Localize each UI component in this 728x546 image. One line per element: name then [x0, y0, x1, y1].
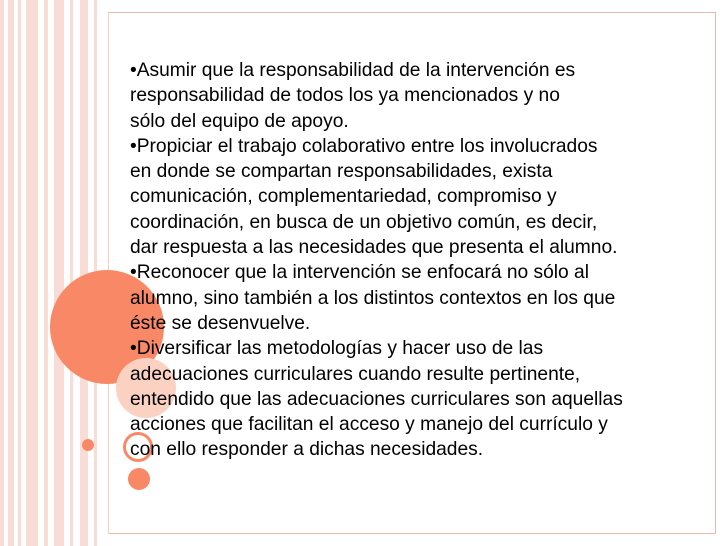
- decorative-stripe: [54, 0, 64, 546]
- circle-bullet-icon: [82, 439, 94, 451]
- frame-bottom-border: [108, 533, 716, 534]
- text-line: comunicación, complementariedad, compromiso y: [130, 186, 557, 208]
- text-line: alumno, sino también a los distintos contextos en los que: [130, 287, 616, 309]
- text-line: sólo del equipo de apoyo.: [130, 110, 349, 132]
- text-line: •Diversificar las metodologías y hacer uso de las: [130, 338, 544, 360]
- text-line: entendido que las adecuaciones curriculares son aquellas: [130, 388, 623, 410]
- frame-right-border: [715, 12, 716, 534]
- decorative-stripe: [0, 0, 4, 546]
- text-line: •Propiciar el trabajo colaborativo entre los involucrados: [130, 135, 598, 157]
- decorative-stripe: [44, 0, 48, 546]
- text-line: coordinación, en busca de un objetivo común, es decir,: [130, 211, 598, 233]
- text-line: dar respuesta a las necesidades que presenta el alumno.: [130, 237, 618, 259]
- text-line: adecuaciones curriculares cuando resulte pertinente,: [130, 363, 581, 385]
- decorative-stripe: [18, 0, 21, 546]
- decorative-circle-small: [128, 468, 150, 490]
- text-line: acciones que facilitan el acceso y manejo del currículo y: [130, 414, 608, 436]
- decorative-stripe: [70, 0, 73, 546]
- frame-top-border: [108, 12, 716, 13]
- text-line: •Asumir que la responsabilidad de la intervención es: [130, 60, 576, 81]
- text-line: responsabilidad de todos los ya mencionados y no: [130, 85, 560, 107]
- text-line: •Reconocer que la intervención se enfocará no sólo al: [130, 262, 589, 284]
- text-line: éste se desenvuelve.: [130, 312, 311, 334]
- decorative-stripe: [26, 0, 38, 546]
- text-line: en donde se compartan responsabilidades, exista: [130, 161, 553, 183]
- text-line: con ello responder a dichas necesidades.: [130, 439, 484, 461]
- slide-body-text: [130, 58, 705, 463]
- decorative-stripe: [8, 0, 14, 546]
